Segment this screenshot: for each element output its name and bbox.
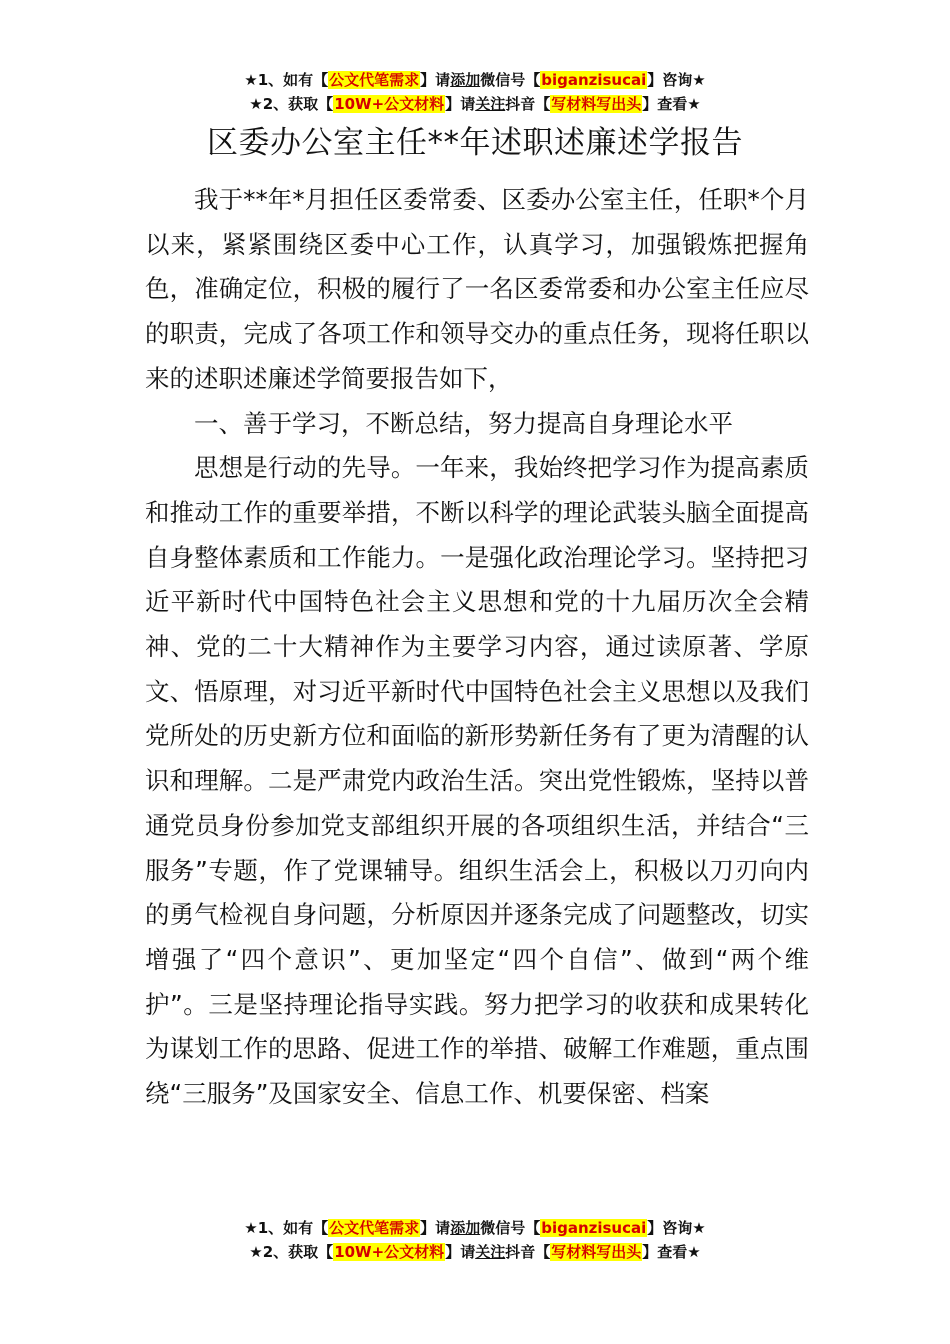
banner-text: 】请 — [445, 95, 476, 113]
banner-text: 】请 — [420, 1219, 451, 1237]
banner-text: 抖音【 — [505, 1243, 551, 1261]
highlight-materials: 10W+公文材料 — [334, 95, 445, 113]
banner-text: 微信号【 — [480, 71, 541, 89]
highlight-materials: 10W+公文材料 — [334, 1243, 445, 1261]
banner-text: 】咨询★ — [647, 1219, 706, 1237]
banner-text: ★2、获取【 — [249, 1243, 334, 1261]
banner-line-2 — [0, 1240, 950, 1264]
banner-line-1 — [0, 1216, 950, 1240]
banner-text: 】请 — [445, 1243, 476, 1261]
document-body — [145, 178, 809, 1117]
paragraph-section-1: 思想是行动的先导。一年来，我始终把学习作为提高素质和推动工作的重要举措，不断以科学的理论武装头脑全面提高自身整体素质和工作能力。一是强化政治理论学习。坚持把习近平新时代中国特色社会主义思想和党的十九届历次全会精神、党的二十大精神作为主要学习内容，通过读原著、学原文、悟原理，对习近平新时代中国特色社会主义思想以及我们党所处的历史新方位和面临的新形势新任务有了更为清醒的认识和理解。二是严肃党内政治生活。突出党性锻炼，坚持以普通党员身份参加党支部组织开展的各项组织生活，并结合“三服务”专题，作了党课辅导。组织生活会上，积极以刀刃向内的勇气检视自身问题，分析原因并逐条完成了问题整改，切实增强了“四个意识”、更加坚定“四个自信”、做到“两个维护”。三是坚持理论指导实践。努力把学习的收获和成果转化为谋划工作的思路、促进工作的举措、破解工作难题，重点围绕“三服务”及国家安全、信息工作、机要保密、档案 — [145, 453, 809, 1109]
highlight-service: 公文代笔需求 — [329, 71, 420, 89]
section-heading-1: 一、善于学习，不断总结，努力提高自身理论水平 — [194, 408, 733, 438]
banner-underlined-text: 添加 — [450, 1219, 481, 1237]
banner-text: 】查看★ — [642, 1243, 701, 1261]
banner-text: ★2、获取【 — [249, 95, 334, 113]
banner-text: 】咨询★ — [647, 71, 706, 89]
banner-text: ★1、如有【 — [244, 1219, 329, 1237]
highlight-wechat-id: biganzisucai — [541, 1219, 647, 1237]
highlight-douyin-account: 写材料写出头 — [551, 95, 642, 113]
banner-underlined-text: 添加 — [450, 71, 481, 89]
footer-banner — [0, 1216, 950, 1264]
banner-line-1 — [0, 68, 950, 92]
highlight-service: 公文代笔需求 — [329, 1219, 420, 1237]
banner-text: ★1、如有【 — [244, 71, 329, 89]
highlight-wechat-id: biganzisucai — [541, 71, 647, 89]
banner-underlined-text: 关注 — [475, 1243, 506, 1261]
highlight-douyin-account: 写材料写出头 — [551, 1243, 642, 1261]
header-banner — [0, 68, 950, 116]
banner-text: 】查看★ — [642, 95, 701, 113]
banner-text: 抖音【 — [505, 95, 551, 113]
banner-line-2 — [0, 92, 950, 116]
banner-text: 微信号【 — [480, 1219, 541, 1237]
document-title: 区委办公室主任**年述职述廉述学报告 — [207, 125, 743, 161]
banner-underlined-text: 关注 — [475, 95, 506, 113]
paragraph-intro: 我于**年*月担任区委常委、区委办公室主任，任职*个月以来，紧紧围绕区委中心工作，认真学习，加强锻炼把握角色，准确定位，积极的履行了一名区委常委和办公室主任应尽的职责，完成了各项工作和领导交办的重点任务，现将任职以来的述职述廉述学简要报告如下， — [145, 185, 809, 393]
banner-text: 】请 — [420, 71, 451, 89]
